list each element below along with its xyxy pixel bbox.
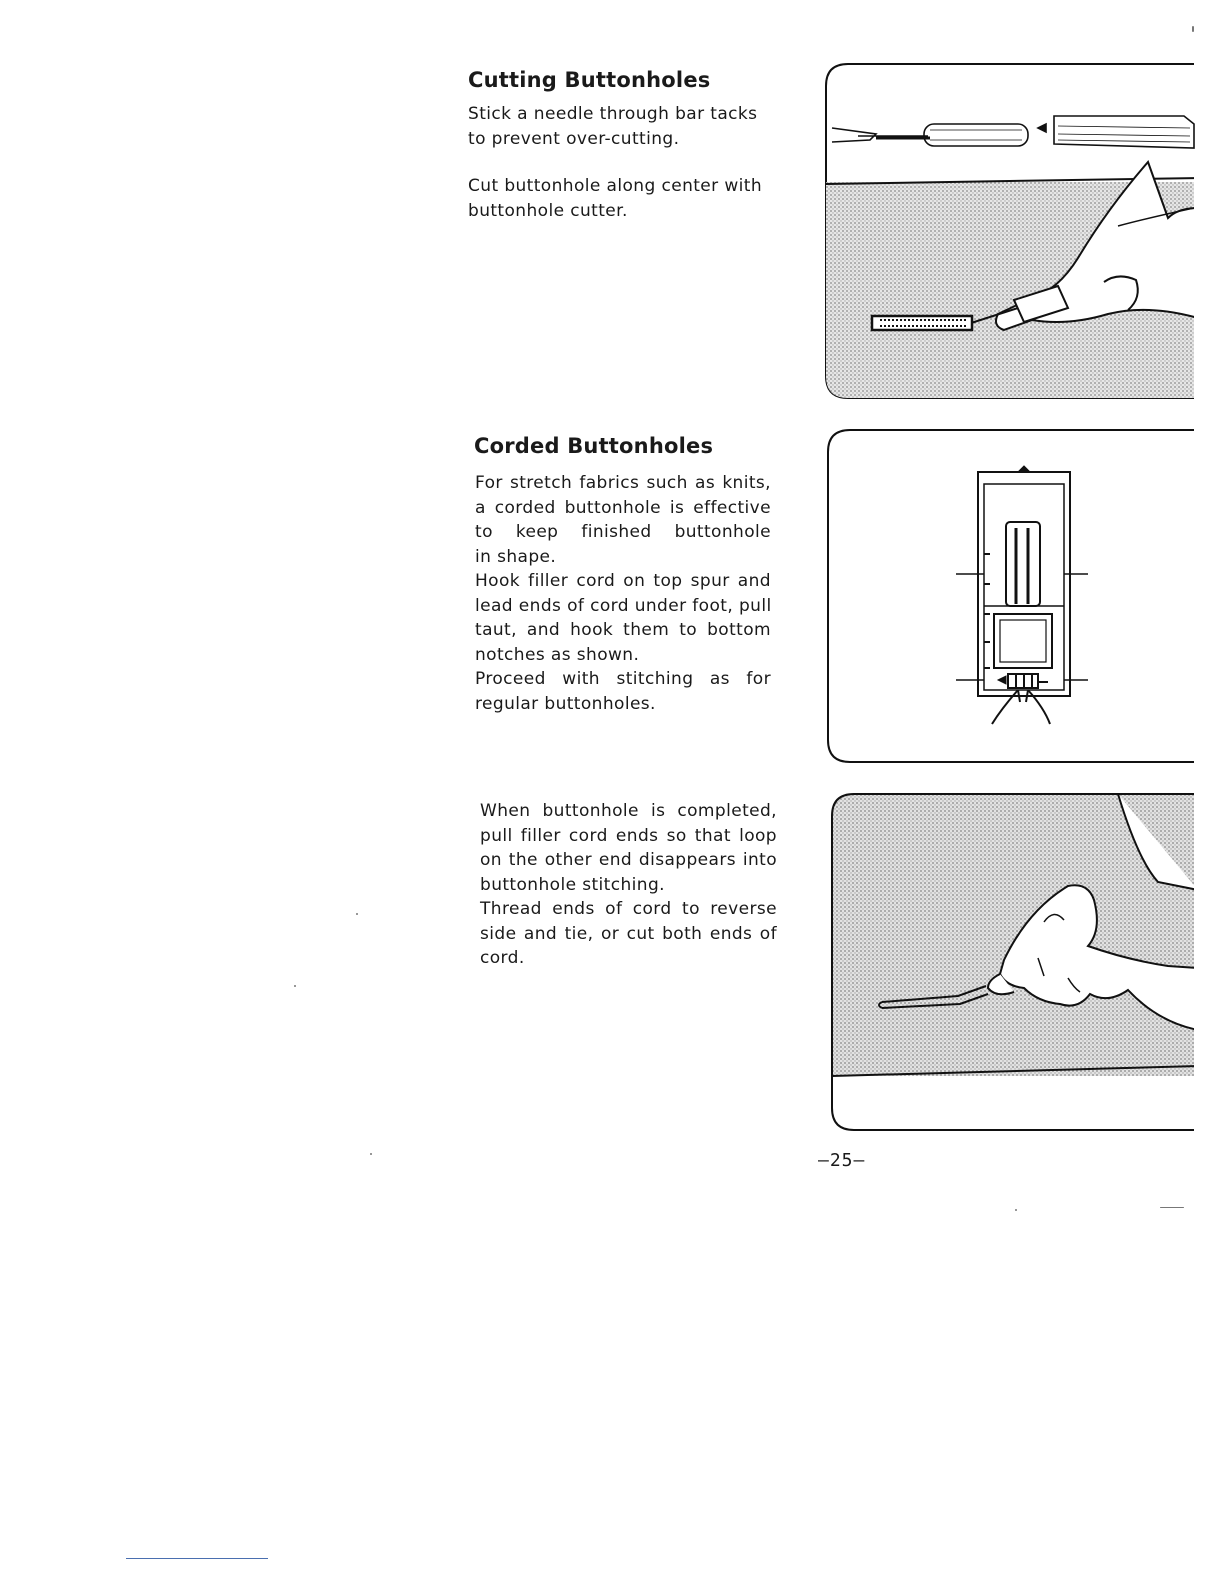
text-line: Stick a needle through bar tacks <box>468 104 758 124</box>
cutting-para-2 <box>468 174 762 223</box>
text-line: notches as shown. <box>475 644 640 665</box>
cutter-tool-icon <box>832 116 1194 148</box>
buttonhole-foot-diagram <box>822 424 1198 768</box>
text-line: For stretch fabrics such as knits, <box>475 473 771 493</box>
text-line: to keep finished buttonhole <box>475 522 771 542</box>
text-line: Cut buttonhole along center with <box>468 176 763 196</box>
text-line: Hook filler cord on top spur and <box>475 571 771 591</box>
text-line: lead ends of cord under foot, pull <box>475 595 772 616</box>
text-line: side and tie, or cut both ends of <box>480 923 777 944</box>
corded-buttonholes-heading: Corded Buttonholes <box>474 434 714 458</box>
text-line: cord. <box>480 948 525 968</box>
corded-para-1 <box>475 471 771 716</box>
completed-para-1 <box>480 799 777 971</box>
scan-speck <box>1160 1207 1184 1208</box>
text-line: buttonhole stitching. <box>480 874 665 895</box>
pulling-filler-cord-illustration <box>828 790 1198 1136</box>
buttonhole-foot-icon <box>956 466 1088 724</box>
cutting-buttonholes-heading: Cutting Buttonholes <box>468 68 711 92</box>
buttonhole-cutter-illustration <box>818 58 1198 404</box>
buttonhole-icon <box>872 316 972 330</box>
text-line: a corded buttonhole is effective <box>475 497 771 518</box>
cutting-para-1 <box>468 102 757 151</box>
scan-speck <box>1015 1209 1017 1211</box>
text-line: taut, and hook them to bottom <box>475 620 771 640</box>
text-line: pull filler cord ends so that loop <box>480 825 777 846</box>
text-line: Proceed with stitching as for <box>475 669 771 689</box>
scan-speck <box>370 1153 372 1155</box>
text-line: Thread ends of cord to reverse <box>480 899 777 919</box>
text-line: regular buttonholes. <box>475 693 656 714</box>
text-line: in shape. <box>475 546 557 567</box>
text-line: When buttonhole is completed, <box>480 801 777 821</box>
scan-speck <box>356 913 358 915</box>
footer-rule <box>126 1558 268 1559</box>
text-line: on the other end disappears into <box>480 850 777 870</box>
text-line: buttonhole cutter. <box>468 200 628 221</box>
scan-speck <box>294 985 296 987</box>
scan-speck <box>1192 26 1194 32</box>
page-number: –25– <box>818 1150 866 1171</box>
text-line: to prevent over-cutting. <box>468 128 680 149</box>
